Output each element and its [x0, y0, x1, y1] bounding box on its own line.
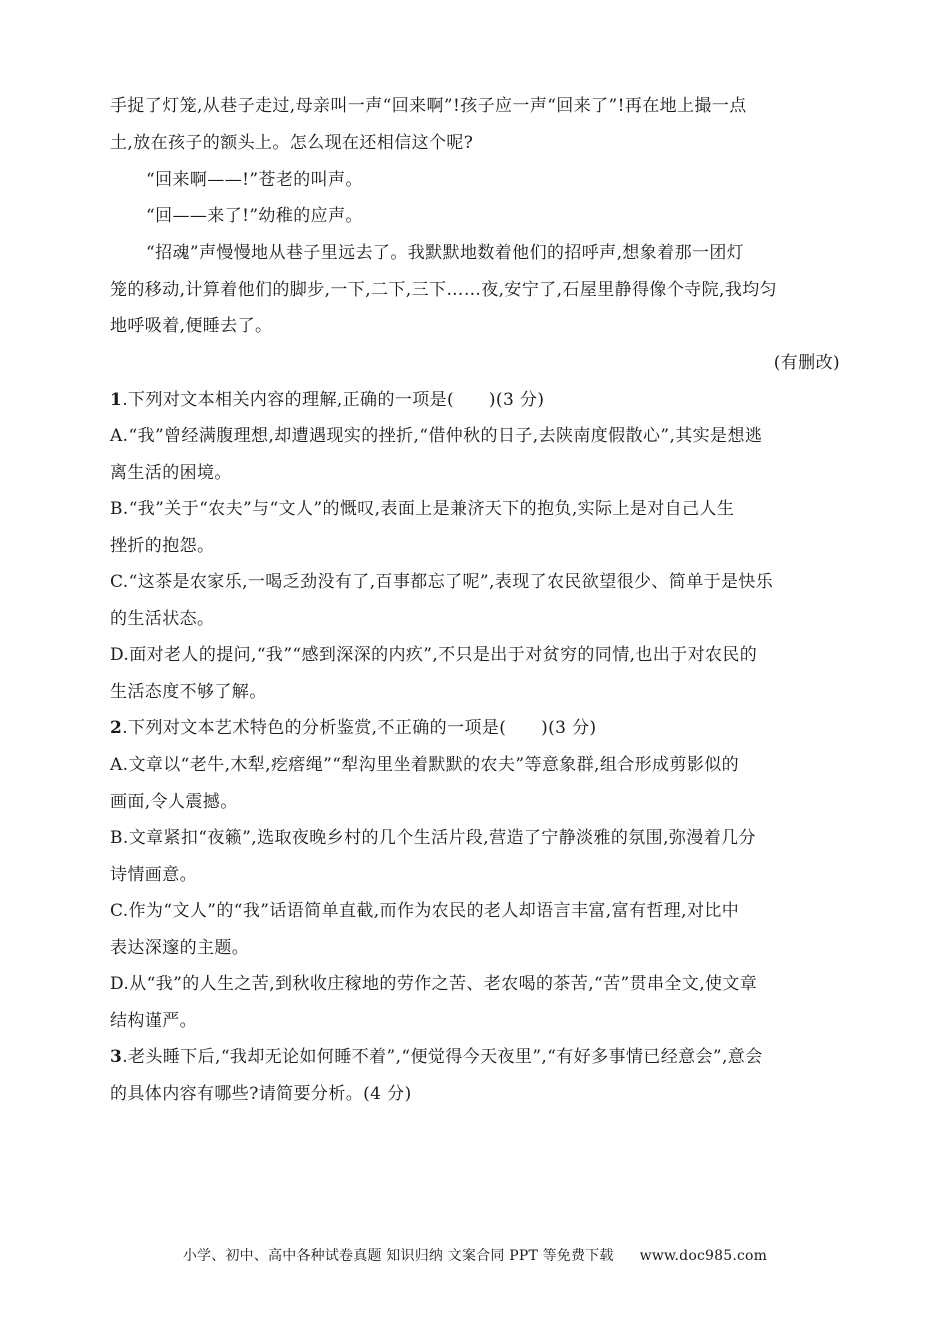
question-3-stem-cont: 的具体内容有哪些?请简要分析。(4 分)	[110, 1084, 412, 1104]
option-d-line: D.面对老人的提问,“我”“感到深深的内疚”,不只是出于对贫穷的同情,也出于对农民的	[110, 645, 758, 665]
question-1-stem	[110, 388, 840, 412]
option-d-line: D.从“我”的人生之苦,到秋收庄稼地的劳作之苦、老农喝的茶苦,“苦”贯串全文,使文章	[110, 974, 758, 994]
option-b-line: B.文章紧扣“夜籁”,选取夜晚乡村的几个生活片段,营造了宁静淡雅的氛围,弥漫着几分	[110, 828, 756, 848]
option-c-line: 表达深邃的主题。	[110, 938, 250, 958]
footer-text: 小学、初中、高中各种试卷真题 知识归纳 文案合同 PPT 等免费下载	[182, 1248, 614, 1264]
question-number: 1	[110, 390, 123, 410]
passage-line: “招魂”声慢慢地从巷子里远去了。我默默地数着他们的招呼声,想象着那一团灯	[146, 243, 745, 263]
question-number: 3	[110, 1047, 123, 1067]
option-d-line: 结构谨严。	[110, 1011, 197, 1031]
source-note: (有删改)	[773, 353, 840, 373]
question-number: 2	[110, 718, 123, 738]
option-c-line: C.作为“文人”的“我”话语简单直截,而作为农民的老人却语言丰富,富有哲理,对比中	[110, 901, 740, 921]
passage-line: 手捉了灯笼,从巷子走过,母亲叫一声“回来啊”!孩子应一声“回来了”!再在地上撮一点	[110, 96, 747, 116]
question-text: .下列对文本相关内容的理解,正确的一项是( )(3 分)	[122, 390, 545, 410]
option-a-line: A.“我”曾经满腹理想,却遭遇现实的挫折,“借仲秋的日子,去陕南度假散心”,其实是想逃	[110, 426, 763, 446]
option-b-line: 挫折的抱怨。	[110, 536, 215, 556]
option-d-line: 生活态度不够了解。	[110, 682, 267, 702]
question-text: .下列对文本艺术特色的分析鉴赏,不正确的一项是( )(3 分)	[122, 718, 597, 738]
question-text: .老头睡下后,“我却无论如何睡不着”,“便觉得今天夜里”,“有好多事情已经意会”,意会	[122, 1047, 763, 1067]
option-c-line: 的生活状态。	[110, 609, 215, 629]
footer-site-link[interactable]: www.doc985.com	[639, 1248, 768, 1264]
question-3-stem	[110, 1045, 840, 1069]
question-2-stem	[110, 716, 840, 740]
option-b-line: 诗情画意。	[110, 865, 197, 885]
passage-line: 笼的移动,计算着他们的脚步,一下,二下,三下……夜,安宁了,石屋里静得像个寺院,我均匀	[110, 280, 778, 300]
option-a-line: 离生活的困境。	[110, 463, 232, 483]
option-c-line: C.“这茶是农家乐,一喝乏劲没有了,百事都忘了呢”,表现了农民欲望很少、简单于是快乐	[110, 572, 774, 592]
page-footer	[0, 1246, 950, 1266]
option-a-line: 画面,令人震撼。	[110, 792, 238, 812]
passage-line: “回——来了!”幼稚的应声。	[146, 206, 363, 226]
option-b-line: B.“我”关于“农夫”与“文人”的慨叹,表面上是兼济天下的抱负,实际上是对自己人生	[110, 499, 735, 519]
passage-line: 地呼吸着,便睡去了。	[110, 316, 273, 336]
passage-line: 土,放在孩子的额头上。怎么现在还相信这个呢?	[110, 133, 474, 153]
option-a-line: A.文章以“老牛,木犁,疙瘩绳”“犁沟里坐着默默的农夫”等意象群,组合形成剪影似的	[110, 755, 740, 775]
passage-line: “回来啊——!”苍老的叫声。	[146, 170, 363, 190]
